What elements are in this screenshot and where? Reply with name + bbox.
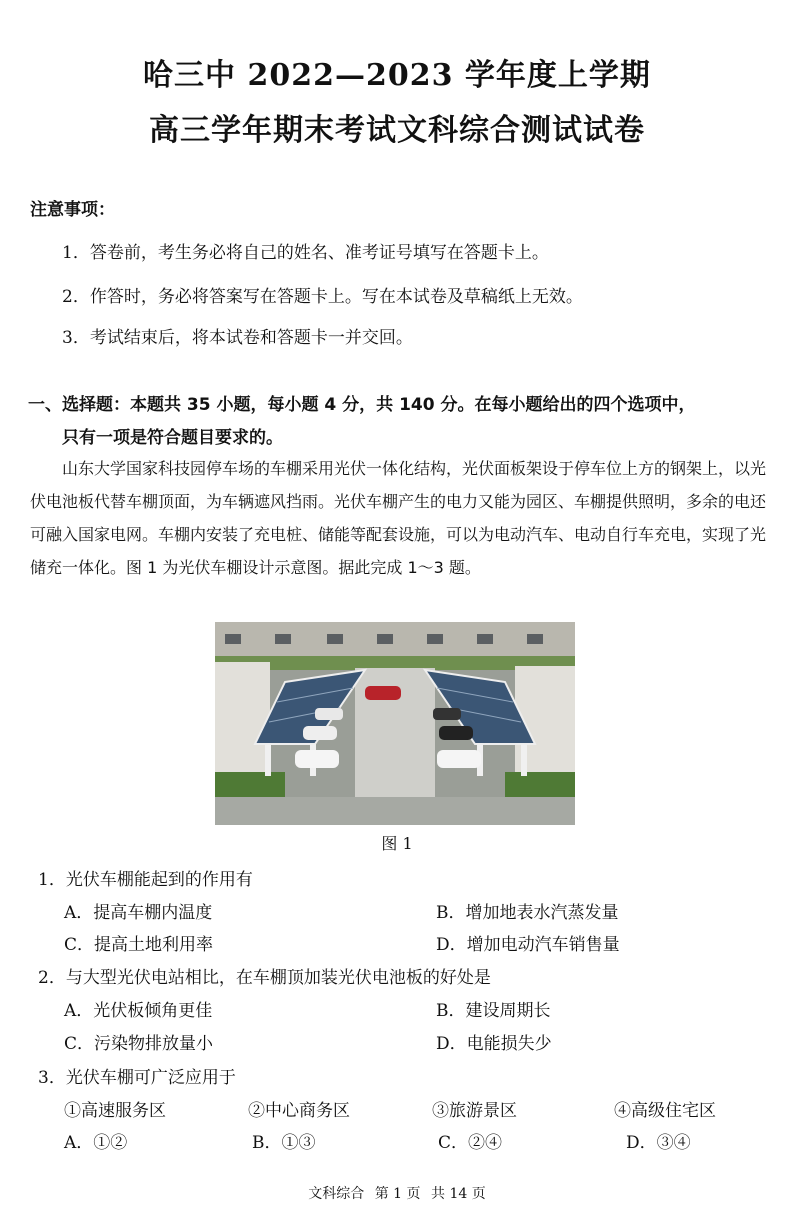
question-1-stem: 1．光伏车棚能起到的作用有 bbox=[38, 870, 253, 890]
question-2-stem: 2．与大型光伏电站相比，在车棚顶加装光伏电池板的好处是 bbox=[38, 968, 491, 988]
question-1-option-a: A．提高车棚内温度 bbox=[64, 903, 213, 923]
question-3-choice-1: ①高速服务区 bbox=[64, 1101, 166, 1121]
question-2-option-b: B．建设周期长 bbox=[436, 1001, 551, 1021]
question-3-option-a: A．①② bbox=[64, 1133, 128, 1153]
footer-page-number: 第 1 页 bbox=[374, 1186, 421, 1202]
footer-subject: 文科综合 bbox=[308, 1186, 365, 1202]
notice-item-2: 2．作答时，务必将答案写在答题卡上。写在本试卷及草稿纸上无效。 bbox=[62, 287, 583, 307]
question-1-option-c: C．提高土地利用率 bbox=[64, 935, 214, 955]
question-2-option-a: A．光伏板倾角更佳 bbox=[64, 1001, 213, 1021]
question-2-option-c: C．污染物排放量小 bbox=[64, 1034, 214, 1054]
page-footer bbox=[0, 1183, 794, 1203]
question-1-option-d: D．增加电动汽车销售量 bbox=[436, 935, 620, 955]
footer-total-pages: 共 14 页 bbox=[431, 1186, 486, 1202]
question-3-choice-2: ②中心商务区 bbox=[248, 1101, 350, 1121]
notice-item-3: 3．考试结束后，将本试卷和答题卡一并交回。 bbox=[62, 328, 413, 348]
exam-title-line1: 哈三中 2022—2023 学年度上学期 bbox=[143, 58, 651, 93]
passage: 山东大学国家科技园停车场的车棚采用光伏一体化结构，光伏面板架设于停车位上方的钢架上，以光伏电池板代替车棚顶面，为车辆遮风挡雨。光伏车棚产生的电力又能为园区、车棚提供照明，多余的电还可融入国家电网。车棚内安装了充电桩、储能等配套设施，可以为电动汽车、电动自行车充电，实现了光储充一体化。图 1 为光伏车棚设计示意图。据此完成 1～3 题。 bbox=[30, 459, 767, 577]
question-3-option-c: C．②④ bbox=[438, 1133, 503, 1153]
notice-heading: 注意事项： bbox=[30, 200, 115, 220]
section-heading-line2: 只有一项是符合题目要求的。 bbox=[62, 428, 283, 448]
section-heading-line1: 一、选择题：本题共 35 小题，每小题 4 分，共 140 分。在每小题给出的四个选项中， bbox=[28, 395, 696, 415]
notice-item-1: 1．答卷前，考生务必将自己的姓名、准考证号填写在答题卡上。 bbox=[62, 243, 549, 263]
question-3-stem: 3．光伏车棚可广泛应用于 bbox=[38, 1068, 236, 1088]
question-3-option-d: D．③④ bbox=[626, 1133, 691, 1153]
question-1-option-b: B．增加地表水汽蒸发量 bbox=[436, 903, 619, 923]
figure-photo-solar-carport bbox=[215, 622, 575, 825]
figure-caption: 图 1 bbox=[381, 834, 413, 853]
exam-title-line2: 高三学年期末考试文科综合测试试卷 bbox=[149, 113, 645, 148]
question-2-option-d: D．电能损失少 bbox=[436, 1034, 552, 1054]
question-3-choice-4: ④高级住宅区 bbox=[614, 1101, 716, 1121]
question-3-option-b: B．①③ bbox=[252, 1133, 316, 1153]
question-3-choice-3: ③旅游景区 bbox=[432, 1101, 517, 1121]
